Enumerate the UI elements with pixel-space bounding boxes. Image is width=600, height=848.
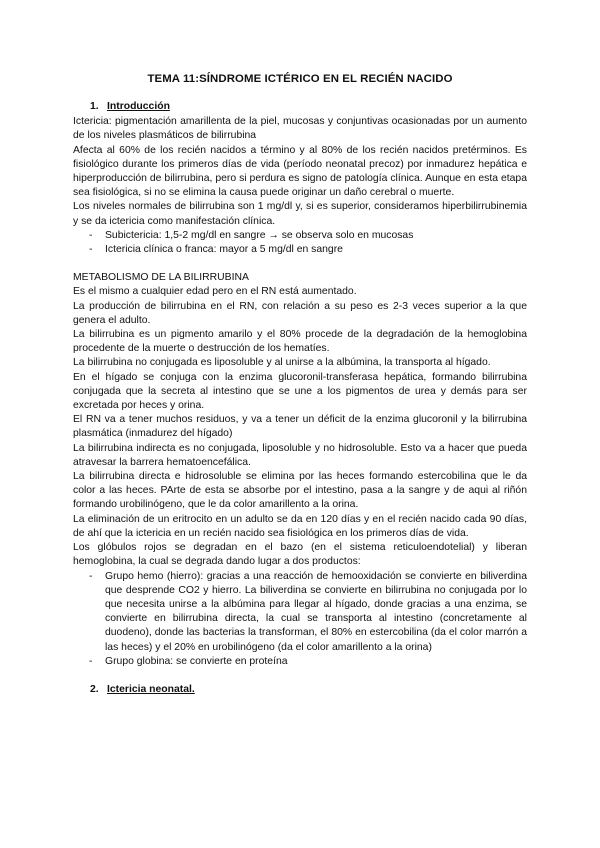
spacer	[73, 257, 527, 271]
section-2-heading	[73, 683, 527, 697]
list-item	[73, 570, 527, 655]
paragraph: Los glóbulos rojos se degradan en el bazo (en el sistema reticuloendotelial) y liberan hemoglobina, la cual se degrada dando lugar a dos productos:	[73, 542, 527, 568]
list-item	[73, 655, 527, 669]
paragraph: La bilirrubina indirecta es no conjugada, liposoluble y no hidrosoluble. Esto va a hacer que pueda atravesar la barrera hematoencefálica.	[73, 442, 527, 468]
bullet-dash: -	[89, 570, 93, 582]
list-item-text: Ictericia clínica o franca: mayor a 5 mg/dl en sangre	[105, 244, 343, 256]
subsection-heading: METABOLISMO DE LA BILIRRUBINA	[73, 272, 249, 284]
section-1-heading	[73, 100, 527, 114]
paragraph: En el hígado se conjuga con la enzima glucoronil-transferasa hepática, formando bilirrubina conjugada que la secreta al intestino que se une a los pigmentos de urea y demás para ser excretada por heces y orina.	[73, 371, 527, 412]
section-number: 2.	[90, 683, 99, 695]
section-title: Ictericia neonatal.	[107, 683, 195, 695]
spacer	[73, 669, 527, 683]
paragraph: La bilirrubina es un pigmento amarilo y el 80% procede de la degradación de la hemoglobina procedente de la muerte o destrucción de los hematíes.	[73, 329, 527, 355]
bullet-dash: -	[89, 655, 93, 667]
bullet-list	[73, 229, 527, 257]
section-number: 1.	[90, 101, 99, 112]
document-body	[73, 100, 527, 697]
list-item	[73, 243, 527, 257]
bullet-dash: -	[89, 229, 93, 241]
paragraph: Afecta al 60% de los recién nacidos a término y al 80% de los recién nacidos pretérminos. Es fisiológico durante los primeros días de vida (período neonatal precoz) por inmadurez hepática e hiperproducción de bilirrubina, pero si perdura es signo de patología clínica. Aunque en esta etapa sea fisiológica, si no se elimina la causa puede originar un daño cerebral o muerte.	[73, 144, 527, 199]
paragraph: La eliminación de un eritrocito en un adulto se da en 120 días y en el recién nacido cada 90 días, de ahí que la ictericia en un recién nacido sea fisiológica en los primeros días de vida.	[73, 513, 527, 539]
paragraph: Ictericia: pigmentación amarillenta de la piel, mucosas y conjuntivas ocasionadas por un aumento de los niveles plasmáticos de bilirrubina	[73, 116, 527, 142]
bullet-dash: -	[89, 244, 93, 256]
bullet-list	[73, 570, 527, 669]
list-item-text: Grupo hemo (hierro): gracias a una reacción de hemooxidación se convierte en biliverdina que desprende CO2 y hierro. La biliverdina se convierte en bilirrubina no conjugada por lo que necesita unirse a la albúmina para llegar al hígado, donde gracias a una enzima, se convierte en bilirrubina directa, la cual se transporta al intestino (concretamente al duodeno), donde las bacterias la transforman, el 80% en estercobilina (da el color marrón a las heces) y el 20% en urobilinógeno (da el color amarillento a la orina)	[105, 570, 527, 653]
paragraph: La producción de bilirrubina en el RN, con relación a su peso es 2-3 veces superior a la que genera el adulto.	[73, 300, 527, 326]
section-title: Introducción	[107, 101, 170, 112]
list-item	[73, 229, 527, 243]
paragraph: La bilirrubina directa e hidrosoluble se elimina por las heces formando estercobilina que le da color a las heces. PArte de esta se absorbe por el intestino, pasa a la sangre y de aqui al riñón formando urobilinógeno, que le da color amarillento a la orina.	[73, 471, 527, 511]
list-item-text: Subictericia: 1,5-2 mg/dl en sangre → se observa solo en mucosas	[105, 229, 414, 241]
paragraph: La bilirrubina no conjugada es liposoluble y al unirse a la albúmina, la transporta al hígado.	[73, 357, 491, 369]
list-item-text: Grupo globina: se convierte en proteína	[105, 655, 288, 667]
paragraph: El RN va a tener muchos residuos, y va a tener un déficit de la enzima glucoronil y la bilirrubina plasmática (inmadurez del hígado)	[73, 414, 527, 440]
document-title: TEMA 11:SÍNDROME ICTÉRICO EN EL RECIÉN NACIDO	[147, 73, 453, 85]
paragraph: Los niveles normales de bilirrubina son 1 mg/dl y, si es superior, consideramos hiperbilirrubinemia y se da ictericia como manifestación clínica.	[73, 201, 527, 227]
paragraph: Es el mismo a cualquier edad pero en el RN está aumentado.	[73, 286, 357, 298]
